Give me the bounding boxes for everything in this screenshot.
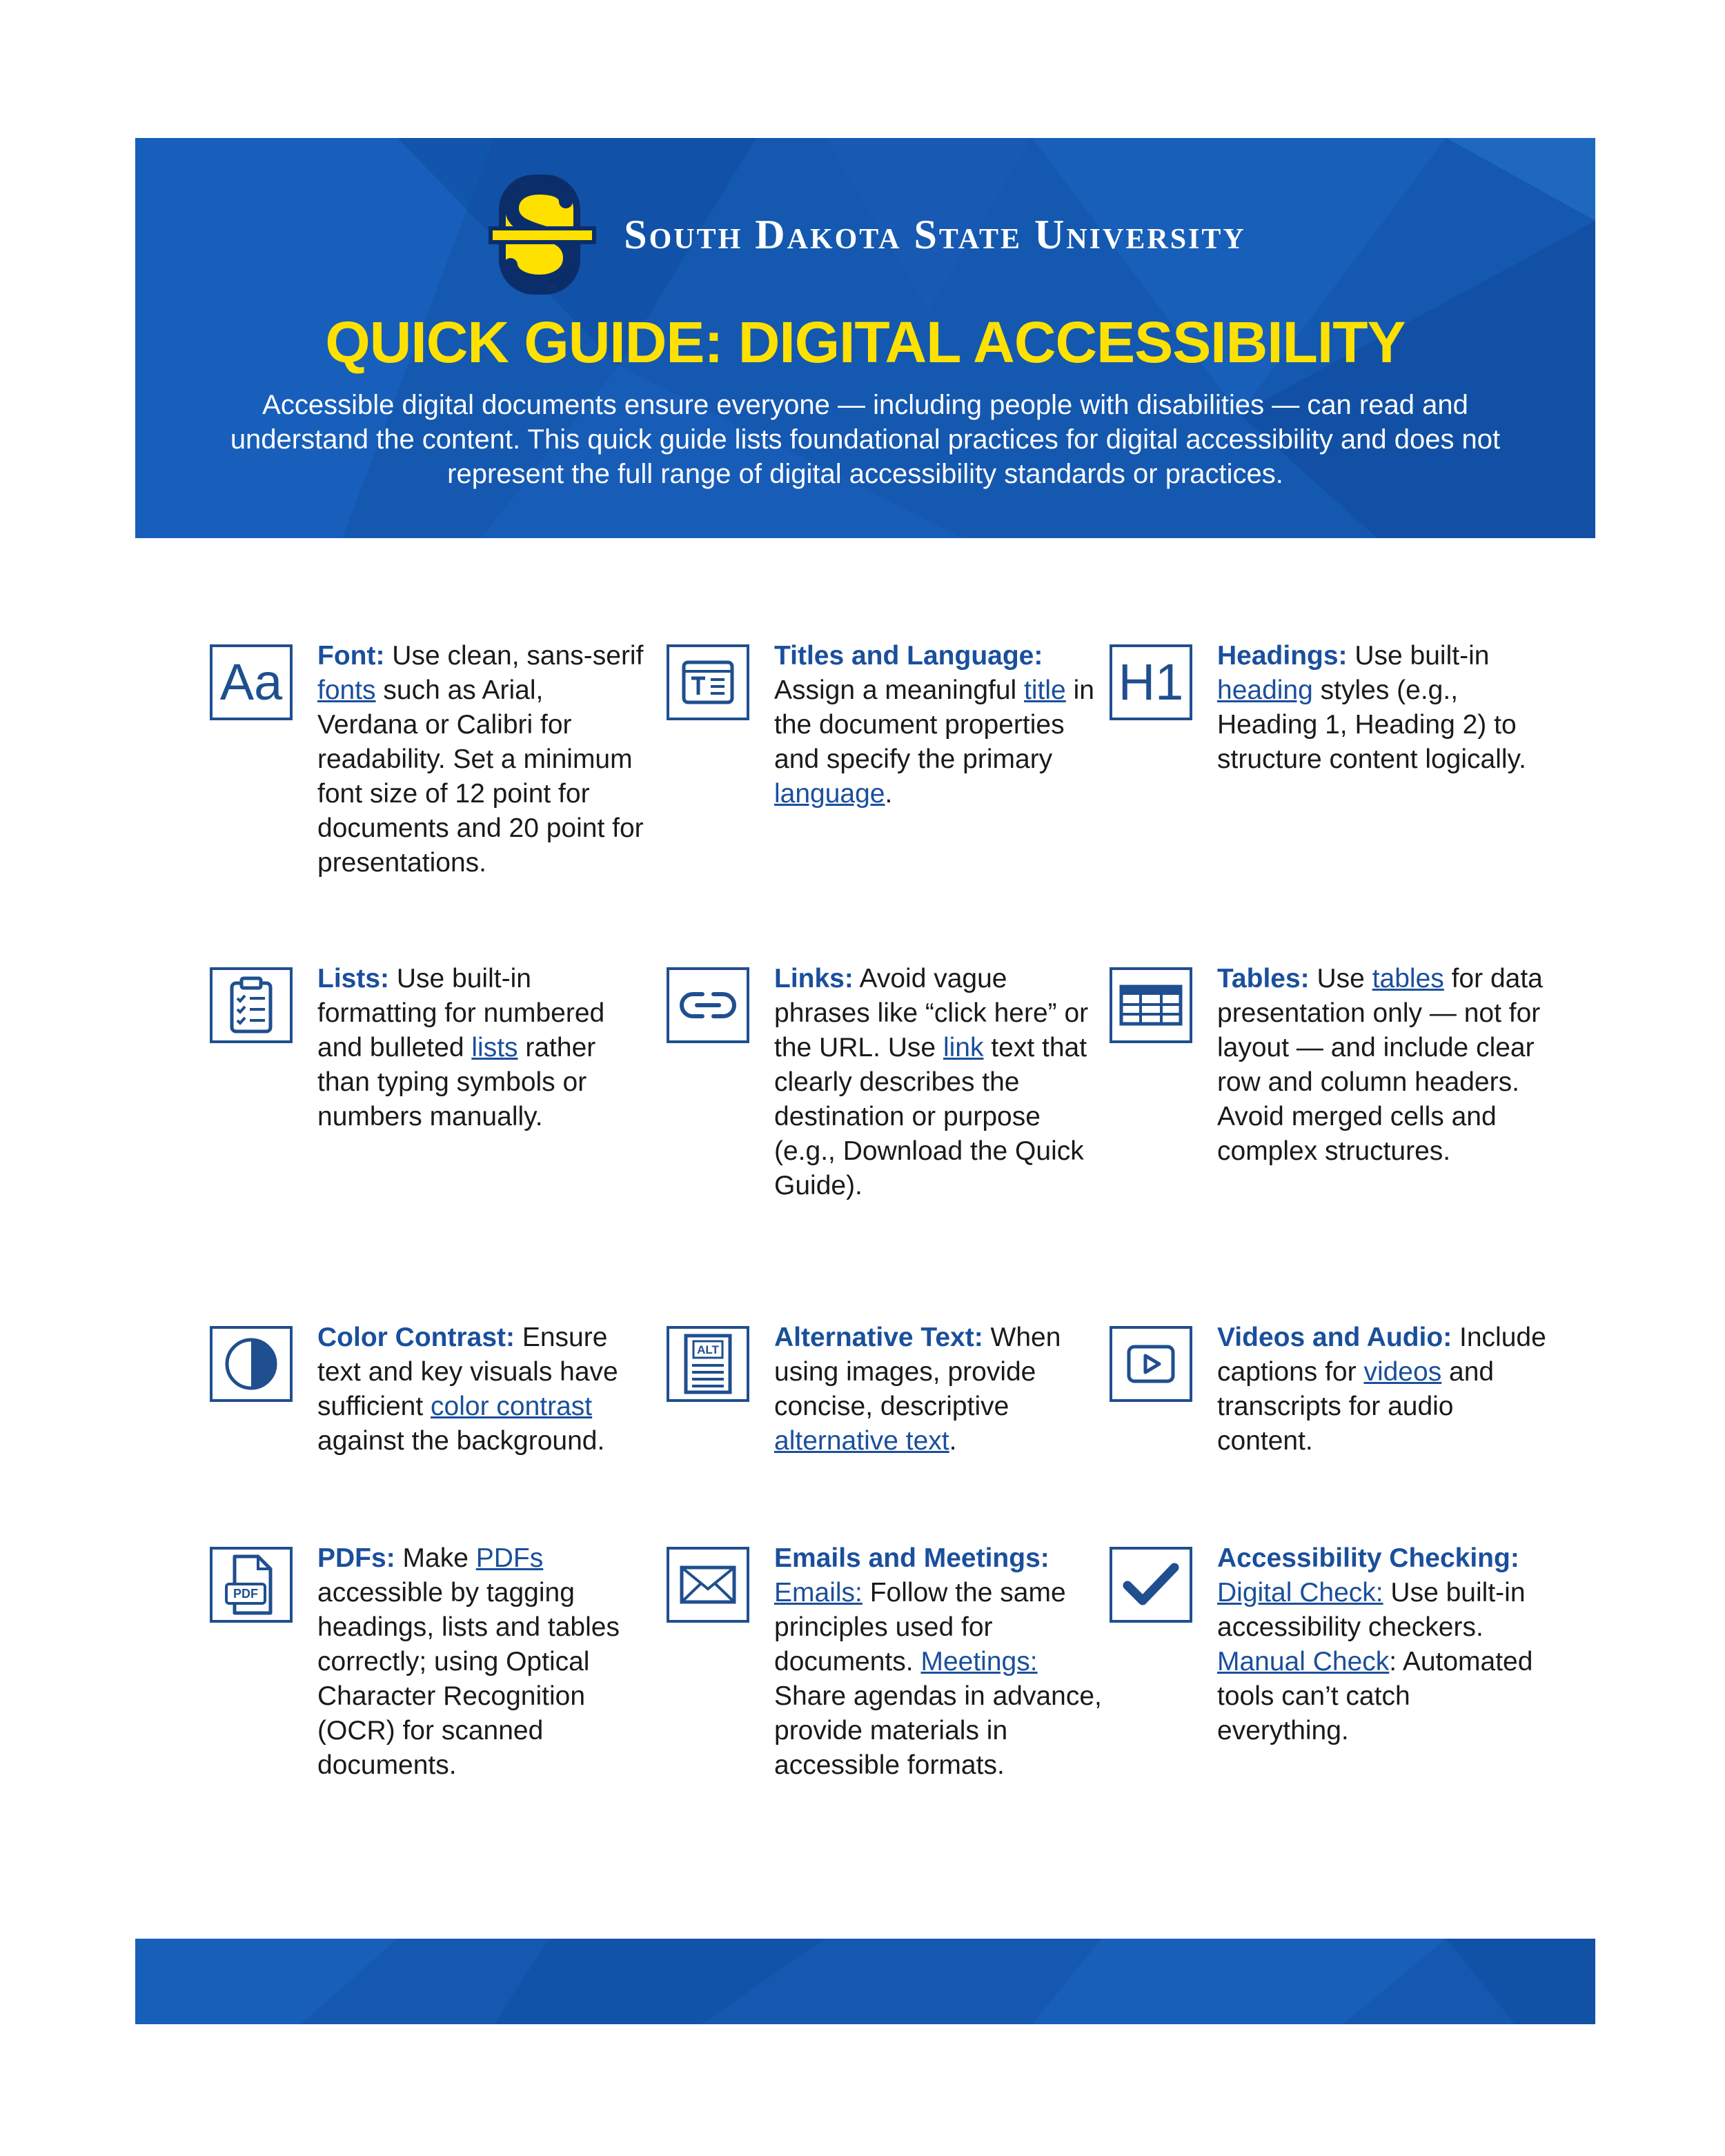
fonts-link[interactable]: fonts [317, 675, 376, 705]
intro-text: Accessible digital documents ensure everyone — including people with disabilities — can read and understand the content. This quick guide lists foundational practices for digital accessibility and does not represent the full range of digital accessibility standards or practices. [230, 390, 1501, 489]
alt-text-icon [667, 1326, 749, 1402]
heading-h1-icon: H1 [1110, 644, 1192, 720]
card-heading: PDFs: [317, 1543, 395, 1573]
envelope-icon [667, 1547, 749, 1623]
card-titles-text: Titles and Language: Assign a meaningful title in the document properties and specify the primary language. [774, 641, 1094, 809]
page-title: QUICK GUIDE: DIGITAL ACCESSIBILITY [325, 310, 1406, 375]
link-link[interactable]: link [943, 1033, 984, 1062]
card-heading: Tables: [1217, 964, 1310, 993]
meetings-link[interactable]: Meetings: [920, 1647, 1038, 1677]
card-heading: Color Contrast: [317, 1323, 515, 1352]
card-heading: Accessibility Checking: [1217, 1543, 1519, 1573]
card-heading: Headings: [1217, 641, 1348, 671]
video-play-icon [1110, 1326, 1192, 1402]
sdsu-logo [484, 171, 600, 298]
document-title-icon [667, 644, 749, 720]
card-heading: Titles and Language: [774, 641, 1043, 671]
link-icon [667, 967, 749, 1043]
footer-background-shapes [135, 1939, 1595, 2024]
card-emails-text: Emails and Meetings: Emails: Follow the same principles used for documents. Meetings: Share agendas in advance, provide materials in accessible formats. [774, 1543, 1102, 1780]
language-link[interactable]: language [774, 779, 885, 809]
card-video-text: Videos and Audio: Include captions for videos and transcripts for audio content. [1217, 1323, 1546, 1456]
lists-link[interactable]: lists [471, 1033, 518, 1062]
svg-text:ALT: ALT [697, 1343, 719, 1356]
table-grid-icon [1110, 967, 1192, 1043]
card-lists-text: Lists: Use built-in formatting for numbered and bulleted lists rather than typing symbols or numbers manually. [317, 964, 605, 1131]
card-contrast-text: Color Contrast: Ensure text and key visuals have sufficient color contrast against the background. [317, 1323, 618, 1456]
digital-check-link[interactable]: Digital Check: [1217, 1578, 1383, 1608]
card-heading: Links: [774, 964, 854, 993]
color-contrast-link[interactable]: color contrast [431, 1392, 593, 1421]
card-heading: Lists: [317, 964, 390, 993]
title-link[interactable]: title [1024, 675, 1066, 705]
svg-text:PDF: PDF [233, 1587, 258, 1601]
university-name: South Dakota State University [624, 211, 1246, 257]
card-heading: Font: [317, 641, 385, 671]
header-banner [135, 138, 1595, 538]
card-headings-text: Headings: Use built-in heading styles (e.g., Heading 1, Heading 2) to structure content logically. [1217, 641, 1526, 774]
card-pdfs-text: PDFs: Make PDFs accessible by tagging headings, lists and tables correctly; using Optical Character Recognition (OCR) for scanned documents. [317, 1543, 620, 1780]
heading-link[interactable]: heading [1217, 675, 1313, 705]
card-heading: Emails and Meetings: [774, 1543, 1049, 1573]
card-font-text: Font: Use clean, sans-serif fonts such as Arial, Verdana or Calibri for readability. Set a minimum font size of 12 point for documents and 20 point for presentations. [317, 641, 644, 878]
footer-banner [135, 1939, 1595, 2024]
card-heading: Alternative Text: [774, 1323, 983, 1352]
pdf-file-icon [210, 1547, 293, 1623]
card-heading: Videos and Audio: [1217, 1323, 1452, 1352]
card-alt-text: Alternative Text: When using images, provide concise, descriptive alternative text. [774, 1323, 1061, 1456]
contrast-circle-icon [210, 1326, 293, 1402]
emails-link[interactable]: Emails: [774, 1578, 862, 1608]
university-brand [135, 171, 1595, 298]
checkmark-icon [1110, 1547, 1192, 1623]
font-aa-icon: Aa [210, 644, 293, 720]
tables-link[interactable]: tables [1372, 964, 1444, 993]
pdfs-link[interactable]: PDFs [475, 1543, 544, 1573]
clipboard-checklist-icon [210, 967, 293, 1043]
card-tables-text: Tables: Use tables for data presentation only — not for layout — and include clear row and column headers. Avoid merged cells and complex structures. [1217, 964, 1543, 1166]
card-links-text: Links: Avoid vague phrases like “click here” or the URL. Use link text that clearly describes the destination or purpose (e.g., Download the Quick Guide). [774, 964, 1089, 1200]
videos-link[interactable]: videos [1363, 1357, 1442, 1387]
manual-check-link[interactable]: Manual Check [1217, 1647, 1390, 1677]
card-checking-text: Accessibility Checking: Digital Check: Use built-in accessibility checkers. Manual Check: Automated tools can’t catch everything. [1217, 1543, 1533, 1745]
alternative-text-link[interactable]: alternative text [774, 1426, 949, 1456]
